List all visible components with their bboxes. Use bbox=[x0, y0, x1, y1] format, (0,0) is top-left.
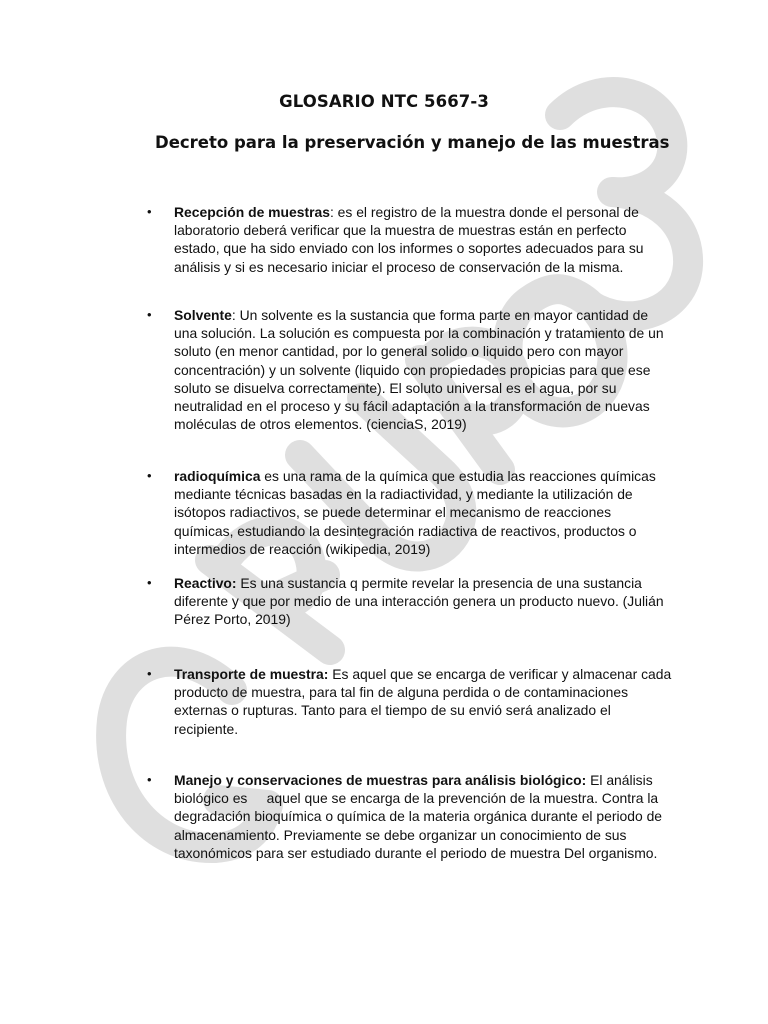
glossary-term: Manejo y conservaciones de muestras para análisis biológico: bbox=[174, 772, 587, 788]
glossary-item bbox=[147, 467, 674, 558]
glossary-item bbox=[147, 771, 674, 862]
bullet: • bbox=[147, 204, 152, 219]
glossary-definition: Es aquel que se encarga de verificar y almacenar cada producto de muestra, para tal fin de alguna perdida o de contaminaciones externas o rupturas. Tanto para el tiempo de su envió será analizado el recipiente. bbox=[174, 666, 672, 737]
glossary-item bbox=[147, 574, 674, 629]
glossary-term: Solvente bbox=[174, 307, 232, 323]
bullet: • bbox=[147, 468, 152, 483]
document-title: GLOSARIO NTC 5667-3 bbox=[279, 92, 489, 111]
glossary-item bbox=[147, 665, 674, 738]
glossary-definition: : es el registro de la muestra donde el personal de laboratorio deberá verificar que la muestra de muestras están en perfecto estado, que ha sido enviado con los informes o soportes adecuados para su análisis y si es necesario iniciar el proceso de conservación de la misma. bbox=[174, 204, 644, 275]
bullet: • bbox=[147, 666, 152, 681]
glossary-term: Reactivo: bbox=[174, 575, 237, 591]
glossary-item bbox=[147, 203, 674, 276]
glossary-definition: : Un solvente es la sustancia que forma parte en mayor cantidad de una solución. La solución es compuesta por la combinación y tratamiento de un soluto (en menor cantidad, por lo general solido o liquido pero con mayor concentración) y un solvente (liquido con propiedades propicias para que ese soluto se disuelva correctamente). El soluto universal es el agua, por su neutralidad en el proceso y su fácil adaptación a la transformación de nuevas moléculas de otros elementos. (cienciaS, 2019) bbox=[174, 307, 664, 433]
glossary-definition: Es una sustancia q permite revelar la presencia de una sustancia diferente y que por medio de una interacción genera un producto nuevo. (Julián Pérez Porto, 2019) bbox=[174, 575, 664, 628]
glossary-definition: El análisis biológico es aquel que se encarga de la prevención de la muestra. Contra la degradación bioquímica o química de la materia orgánica durante el periodo de almacenamiento. Previamente se debe organizar un conocimiento de sus taxonómicos para ser estudiado durante el periodo de muestra Del organismo. bbox=[174, 772, 666, 861]
document-subtitle: Decreto para la preservación y manejo de las muestras bbox=[155, 133, 670, 152]
glossary-item bbox=[147, 306, 674, 433]
glossary-term: radioquímica bbox=[174, 468, 261, 484]
glossary-definition: es una rama de la química que estudia las reacciones químicas mediante técnicas basadas en la radiactividad, y mediante la utilización de isótopos radiactivos, se puede determinar el mecanismo de reacciones químicas, estudiando la desintegración radiactiva de reactivos, productos o intermedios de reacción (wikipedia, 2019) bbox=[174, 468, 656, 557]
bullet: • bbox=[147, 307, 152, 322]
bullet: • bbox=[147, 575, 152, 590]
bullet: • bbox=[147, 772, 152, 787]
glossary-term: Transporte de muestra: bbox=[174, 666, 329, 682]
glossary-term: Recepción de muestras bbox=[174, 204, 330, 220]
